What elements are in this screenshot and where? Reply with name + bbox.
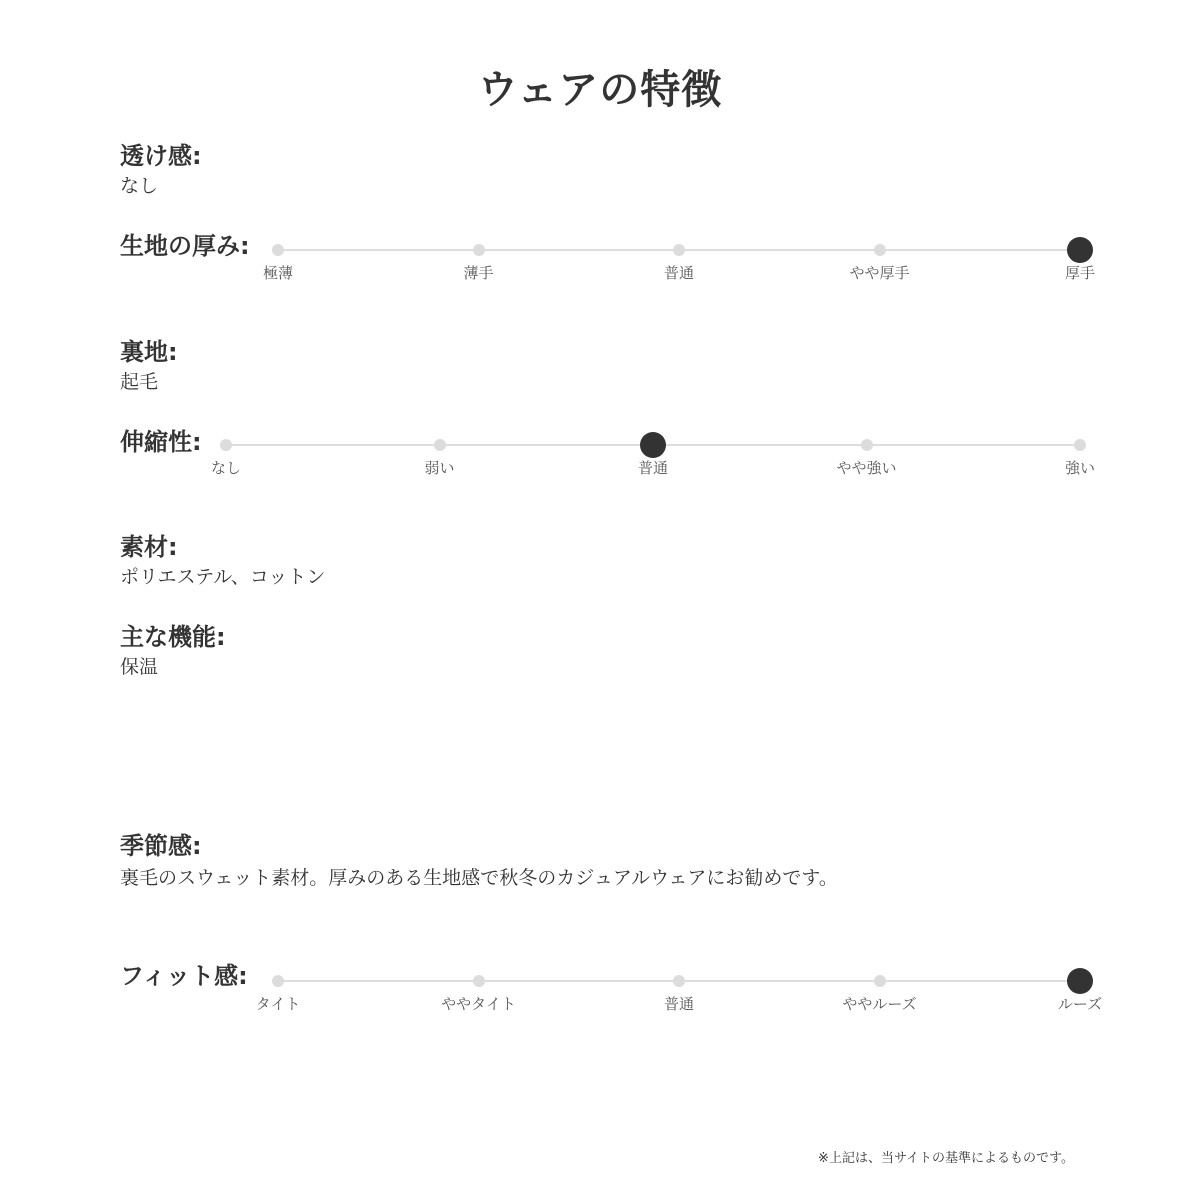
page-title: ウェアの特徴: [477, 67, 723, 113]
stretch-option-label: 普通: [637, 459, 669, 477]
thickness-label: 生地の厚み:: [120, 232, 250, 260]
fit-dot: [874, 975, 886, 987]
stretch-dot-selected: [640, 432, 666, 458]
stretch-option-label: なし: [210, 459, 242, 477]
thickness-dot: [473, 244, 485, 256]
stretch-dot: [434, 439, 446, 451]
stretch-label: 伸縮性:: [120, 428, 202, 456]
stretch-dot: [220, 439, 232, 451]
transparency-value: なし: [120, 175, 159, 197]
fit-option-label: ルーズ: [1057, 995, 1103, 1013]
fit-dot-selected: [1067, 968, 1093, 994]
stretch-option-label: 強い: [1064, 459, 1096, 477]
lining-label: 裏地:: [120, 338, 178, 366]
fit-dot: [673, 975, 685, 987]
fit-option-label: 普通: [663, 995, 695, 1013]
stretch-option-label: 弱い: [424, 459, 455, 477]
material-label: 素材:: [120, 533, 178, 561]
thickness-track: [278, 249, 1080, 251]
fit-dot: [272, 975, 284, 987]
stretch-option-label: やや強い: [836, 459, 897, 477]
transparency-label: 透け感:: [120, 142, 202, 170]
thickness-dot: [874, 244, 886, 256]
thickness-dot-selected: [1067, 237, 1093, 263]
thickness-dot: [673, 244, 685, 256]
stretch-dot: [861, 439, 873, 451]
thickness-option-label: やや厚手: [849, 264, 910, 282]
fit-dot: [473, 975, 485, 987]
fit-track: [278, 980, 1080, 982]
thickness-option-label: 薄手: [463, 264, 494, 282]
fit-label: フィット感:: [120, 962, 248, 990]
thickness-dot: [272, 244, 284, 256]
function-label: 主な機能:: [120, 623, 226, 651]
material-value: ポリエステル、コットン: [120, 566, 326, 588]
fit-option-label: タイト: [255, 995, 301, 1013]
stretch-track: [226, 444, 1080, 446]
fit-option-label: ややルーズ: [842, 995, 917, 1013]
thickness-option-label: 厚手: [1064, 264, 1096, 282]
season-label: 季節感:: [120, 832, 202, 860]
thickness-option-label: 極薄: [262, 264, 294, 282]
footnote: ※上記は、当サイトの基準によるものです。: [818, 1151, 1074, 1166]
stretch-dot: [1074, 439, 1086, 451]
season-description: 裏毛のスウェット素材。厚みのある生地感で秋冬のカジュアルウェアにお勧めです。: [120, 867, 838, 889]
function-value: 保温: [120, 656, 159, 678]
lining-value: 起毛: [120, 371, 159, 393]
thickness-option-label: 普通: [663, 264, 695, 282]
fit-option-label: ややタイト: [441, 995, 516, 1013]
